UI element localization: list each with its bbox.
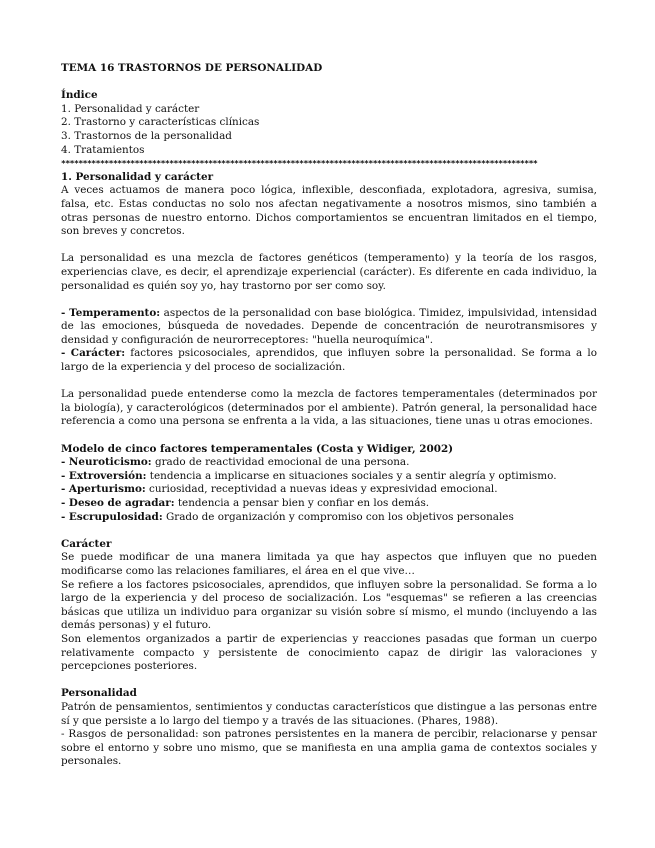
term-text: aspectos de la personalidad con base biológica. Timidez, impulsividad, intensidad de las emociones, búsqueda de novedades. Depende de concentración de neurotransmisores y densidad y configuración de neurorreceptores: "huella neuroquímica". xyxy=(61,306,597,346)
factor-item xyxy=(61,497,597,511)
term-label: - Aperturismo: xyxy=(61,483,146,496)
factor-item xyxy=(61,483,597,497)
section-heading: Modelo de cinco factores temperamentales (Costa y Widiger, 2002) xyxy=(61,442,454,455)
factor-item xyxy=(61,511,597,525)
term-label: - Neuroticismo: xyxy=(61,456,152,469)
temperamento-definition xyxy=(61,307,597,348)
asterisk-separator: ************************************************************************************************************** xyxy=(61,158,538,169)
term-text: tendencia a implicarse en situaciones sociales y a sentir alegría y optimismo. xyxy=(146,469,557,482)
term-label: - Extroversión: xyxy=(61,469,147,482)
section-personalidad-caracter xyxy=(61,171,597,429)
factor-item xyxy=(61,456,597,470)
paragraph: La personalidad es una mezcla de factores genéticos (temperamento) y la teoría de los rasgos, experiencias clave, es decir, el aprendizaje experiencial (carácter). Es diferente en cada individuo, la personalidad es quién soy yo, hay trastorno por ser como soy. xyxy=(61,252,597,292)
personalidad-section xyxy=(61,687,597,769)
term-text: tendencia a pensar bien y confiar en los demás. xyxy=(174,497,430,509)
section-heading: Carácter xyxy=(61,537,112,550)
document-title: TEMA 16 TRASTORNOS DE PERSONALIDAD xyxy=(61,62,323,74)
term-text: curiosidad, receptividad a nuevas ideas y expresividad emocional. xyxy=(145,483,498,496)
index-item: 2. Trastorno y características clínicas xyxy=(61,116,260,129)
index-item: 4. Tratamientos xyxy=(61,143,145,156)
index-heading: Índice xyxy=(61,89,98,102)
term-text: factores psicosociales, aprendidos, que influyen sobre la personalidad. Se forma a lo largo de la experiencia y del proceso de socialización. xyxy=(61,347,597,374)
paragraph: La personalidad puede entenderse como la mezcla de factores temperamentales (determinados por la biología), y caracterológicos (determinados por el ambiente). Patrón general, la personalidad hace referencia a como una persona se enfrenta a la vida, a las situaciones, tiene unas u otras emociones. xyxy=(61,388,597,428)
index-item: 1. Personalidad y carácter xyxy=(61,102,200,115)
five-factor-section xyxy=(61,443,597,525)
term-text: Grado de organización y compromiso con los objetivos personales xyxy=(162,510,514,523)
paragraph: Son elementos organizados a partir de experiencias y reacciones pasadas que forman un cuerpo relativamente compacto y persistente de conocimiento capaz de dirigir las valoraciones y percepciones posteriores. xyxy=(61,632,597,673)
paragraph: Se refiere a los factores psicosociales, aprendidos, que influyen sobre la personalidad. Se forma a lo largo de la experiencia y del proceso de socialización. Los "esquemas" se refieren a las creencias básicas que utiliza un individuo para organizar su visión sobre sí mismo, el mundo (incluyendo a las demás personas) y el futuro. xyxy=(61,578,597,632)
index-section xyxy=(61,89,597,157)
caracter-definition xyxy=(61,347,597,374)
paragraph: - Rasgos de personalidad: son patrones persistentes en la manera de percibir, relacionarse y pensar sobre el entorno y sobre uno mismo, que se manifiesta en una amplia gama de contextos sociales y personales. xyxy=(61,728,597,768)
caracter-section xyxy=(61,538,597,674)
term-label: - Temperamento: xyxy=(61,306,161,319)
paragraph: Patrón de pensamientos, sentimientos y conductas característicos que distingue a las personas entre sí y que persiste a lo largo del tiempo y a través de las situaciones. (Phares, 1988). xyxy=(61,700,597,727)
term-label: - Deseo de agradar: xyxy=(61,497,175,509)
index-item: 3. Trastornos de la personalidad xyxy=(61,129,232,142)
section-heading: Personalidad xyxy=(61,687,137,700)
paragraph: A veces actuamos de manera poco lógica, inflexible, desconfiada, explotadora, agresiva, sumisa, falsa, etc. Estas conductas no solo nos afectan negativamente a nosotros mismos, sino también a otras personas de nuestro entorno. Dichos comportamientos se encuentran limitados en el tiempo, son breves y concretos. xyxy=(61,184,597,238)
term-label: - Escrupulosidad: xyxy=(61,510,163,523)
section-heading: 1. Personalidad y carácter xyxy=(61,170,214,183)
paragraph: Se puede modificar de una manera limitada ya que hay aspectos que influyen que no pueden modificarse como las relaciones familiares, el área en el que vive… xyxy=(61,551,597,577)
term-label: - Carácter: xyxy=(61,347,126,360)
factor-item xyxy=(61,470,597,484)
term-text: grado de reactividad emocional de una persona. xyxy=(151,456,410,469)
